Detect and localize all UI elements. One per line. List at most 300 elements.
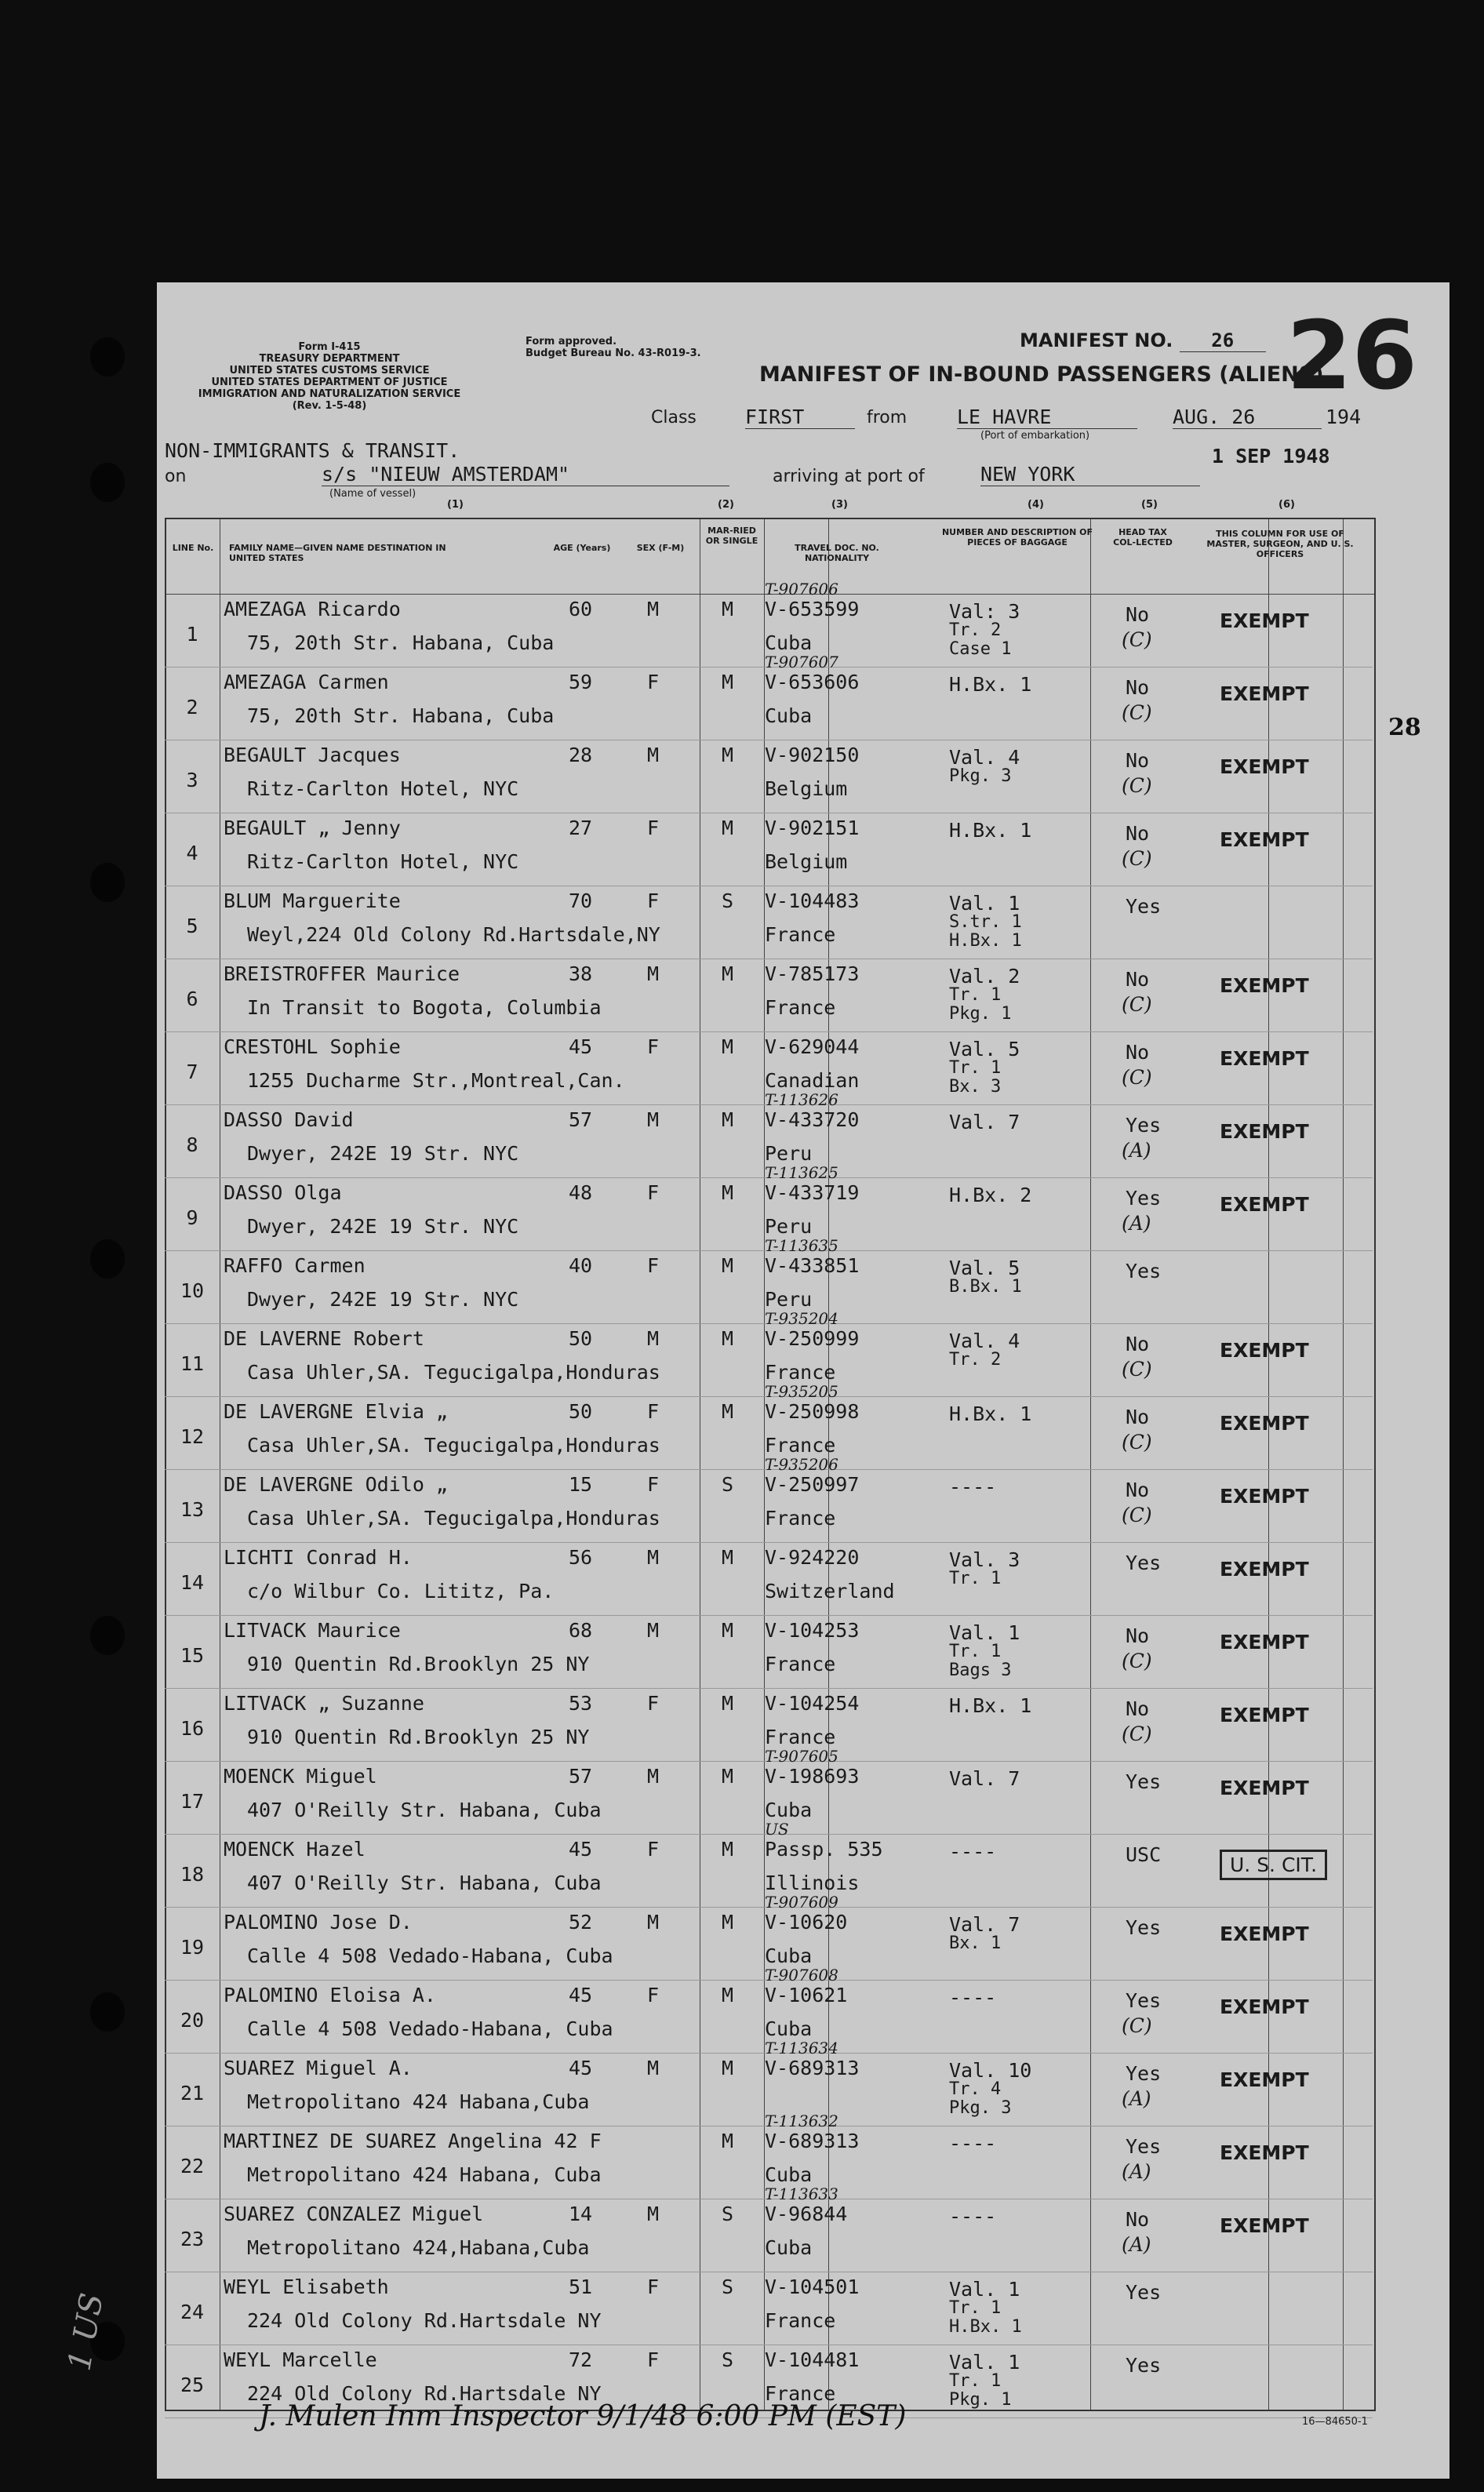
row-sex: M [647, 1108, 660, 1131]
row-passenger-name: BLUM Marguerite [224, 889, 401, 912]
row-marital-status: M [722, 1911, 734, 1934]
row-officer-note: EXEMPT [1220, 974, 1309, 997]
row-travel-doc-handwritten: T-113625 [765, 1163, 838, 1182]
row-age: 48 [569, 1181, 593, 1204]
row-passenger-name: DASSO David [224, 1108, 354, 1131]
row-baggage-3: Pkg. 1 [949, 2390, 1012, 2410]
table-row [0, 1309, 1309, 1396]
row-head-tax: No [1126, 676, 1150, 699]
table-row [0, 1893, 1309, 1980]
row-baggage-3: Pkg. 1 [949, 1004, 1012, 1024]
row-marital-status: M [722, 1984, 734, 2006]
row-head-tax-note: (A) [1122, 2087, 1151, 2110]
row-marital-status: M [722, 671, 734, 693]
arrival-port: NEW YORK [980, 463, 1200, 486]
row-destination: Metropolitano 424,Habana,Cuba [247, 2236, 590, 2259]
row-officer-note: EXEMPT [1220, 1558, 1309, 1581]
row-destination: Ritz-Carlton Hotel, NYC [247, 777, 519, 800]
col-sex: SEX (F-M) [636, 543, 685, 553]
row-travel-doc: V-96844 [765, 2203, 848, 2225]
arriving-label: arriving at port of [773, 467, 925, 486]
row-officer-note: EXEMPT [1220, 828, 1309, 851]
row-marital-status: M [722, 744, 734, 766]
row-head-tax: No [1126, 1041, 1150, 1064]
row-travel-doc: V-104254 [765, 1692, 860, 1715]
row-passenger-name: DE LAVERGNE Elvia „ [224, 1400, 448, 1423]
row-head-tax: No [1126, 1697, 1150, 1720]
row-officer-note: EXEMPT [1220, 1631, 1309, 1653]
row-line-number: 9 [186, 1206, 198, 1229]
row-head-tax-note: (C) [1122, 701, 1152, 724]
row-passenger-name: MOENCK Miguel [224, 1765, 377, 1788]
row-head-tax: Yes [1126, 1260, 1162, 1282]
row-travel-doc: V-785173 [765, 962, 860, 985]
row-travel-doc-handwritten: T-935205 [765, 1382, 838, 1401]
row-passenger-name: SUAREZ Miguel A. [224, 2057, 413, 2079]
row-travel-doc: Passp. 535 [765, 1838, 883, 1861]
row-travel-doc: V-924220 [765, 1546, 860, 1569]
row-travel-doc: V-250998 [765, 1400, 860, 1423]
row-head-tax: No [1126, 749, 1150, 772]
row-head-tax: No [1126, 2208, 1150, 2231]
row-baggage-2: Tr. 2 [949, 1350, 1002, 1370]
departure-date: AUG. 26 [1173, 406, 1322, 429]
row-head-tax-note: (C) [1122, 1066, 1152, 1089]
row-line-number: 11 [180, 1352, 205, 1375]
row-line-number: 1 [186, 623, 198, 646]
row-age: 50 [569, 1400, 593, 1423]
row-baggage-1: Val. 10 [949, 2059, 1032, 2082]
row-marital-status: S [722, 889, 734, 912]
row-marital-status: S [722, 2276, 734, 2298]
row-baggage-2: Tr. 1 [949, 1058, 1002, 1078]
manifest-number-label: MANIFEST NO. 26 [1020, 329, 1266, 352]
vessel-caption: (Name of vessel) [329, 488, 416, 500]
row-nationality: France [765, 2382, 836, 2405]
row-officer-note: EXEMPT [1220, 1047, 1309, 1070]
row-travel-doc: V-902150 [765, 744, 860, 766]
row-sex: F [647, 1838, 660, 1861]
row-baggage-1: Val. 7 [949, 1913, 1020, 1936]
row-nationality: Cuba [765, 2163, 813, 2186]
row-nationality: France [765, 1361, 836, 1384]
row-destination: 224 Old Colony Rd.Hartsdale NY [247, 2382, 602, 2405]
row-age: 57 [569, 1108, 593, 1131]
row-nationality: France [765, 2309, 836, 2332]
customs-service: UNITED STATES CUSTOMS SERVICE [229, 365, 430, 377]
row-travel-doc: V-250997 [765, 1473, 860, 1496]
side-number-28: 28 [1388, 714, 1421, 741]
row-line-number: 5 [186, 915, 198, 937]
row-age: 45 [569, 1838, 593, 1861]
on-label: on [165, 467, 187, 486]
row-marital-status: M [722, 2130, 734, 2152]
row-marital-status: M [722, 1108, 734, 1131]
row-travel-doc-handwritten: T-907607 [765, 653, 838, 671]
row-travel-doc: V-198693 [765, 1765, 860, 1788]
punch-hole [90, 337, 125, 377]
row-marital-status: M [722, 1619, 734, 1642]
row-passenger-name: DASSO Olga [224, 1181, 342, 1204]
row-baggage-1: Val. 5 [949, 1257, 1020, 1279]
row-line-number: 2 [186, 696, 198, 718]
row-nationality: Cuba [765, 2236, 813, 2259]
table-row [0, 653, 1309, 740]
row-age: 53 [569, 1692, 593, 1715]
row-line-number: 12 [180, 1425, 205, 1448]
embarkation-port: LE HAVRE [957, 406, 1137, 429]
row-travel-doc-handwritten: T-113632 [765, 2112, 838, 2130]
row-age: 15 [569, 1473, 593, 1496]
table-row [0, 1163, 1309, 1250]
row-head-tax: Yes [1126, 2062, 1162, 2085]
row-travel-doc-handwritten: T-113633 [765, 2185, 838, 2203]
row-head-tax-note: (C) [1122, 993, 1152, 1016]
row-officer-note: EXEMPT [1220, 682, 1309, 705]
row-head-tax: USC [1126, 1843, 1162, 1866]
table-row [0, 740, 1309, 813]
table-row [0, 2039, 1309, 2126]
row-line-number: 7 [186, 1060, 198, 1083]
row-travel-doc-handwritten: T-907608 [765, 1966, 838, 1985]
col-name: FAMILY NAME—GIVEN NAME DESTINATION IN UNITED STATES [229, 543, 446, 563]
row-travel-doc-handwritten: T-113634 [765, 2039, 838, 2057]
row-marital-status: M [722, 2057, 734, 2079]
row-sex: M [647, 1765, 660, 1788]
row-passenger-name: WEYL Elisabeth [224, 2276, 389, 2298]
row-baggage-2: Tr. 2 [949, 620, 1002, 640]
row-head-tax: No [1126, 968, 1150, 991]
row-age: 45 [569, 1035, 593, 1058]
row-head-tax: No [1126, 1333, 1150, 1355]
row-baggage-2: Tr. 4 [949, 2079, 1002, 2099]
row-head-tax-note: (A) [1122, 2160, 1151, 2183]
row-travel-doc: V-433720 [765, 1108, 860, 1131]
row-nationality: Cuba [765, 704, 813, 727]
table-row [0, 959, 1309, 1031]
row-baggage-1: ---- [949, 1840, 997, 1863]
row-marital-status: M [722, 1692, 734, 1715]
row-nationality: Belgium [765, 850, 848, 873]
row-baggage-3: Pkg. 3 [949, 2098, 1012, 2118]
row-officer-note: EXEMPT [1220, 1923, 1309, 1945]
row-marital-status: M [722, 1035, 734, 1058]
col-number-6: (6) [1278, 499, 1295, 511]
row-baggage-1: Val. 7 [949, 1767, 1020, 1790]
row-nationality: Cuba [765, 2017, 813, 2040]
row-destination: Dwyer, 242E 19 Str. NYC [247, 1142, 519, 1165]
row-officer-note: EXEMPT [1220, 1412, 1309, 1435]
row-nationality: France [765, 1653, 836, 1675]
row-sex: F [647, 1473, 660, 1496]
row-age: 51 [569, 2276, 593, 2298]
port-caption: (Port of embarkation) [980, 430, 1090, 442]
row-marital-status: M [722, 598, 734, 620]
row-baggage-1: ---- [949, 1986, 997, 2009]
row-travel-doc: V-10620 [765, 1911, 848, 1934]
row-destination: 224 Old Colony Rd.Hartsdale NY [247, 2309, 602, 2332]
row-baggage-1: Val. 7 [949, 1111, 1020, 1133]
row-travel-doc: V-433719 [765, 1181, 860, 1204]
manifest-big-number: 26 [1286, 302, 1417, 411]
row-destination: Metropolitano 424 Habana,Cuba [247, 2090, 590, 2113]
row-baggage-1: Val. 1 [949, 2278, 1020, 2301]
row-sex: M [647, 744, 660, 766]
row-baggage-1: H.Bx. 1 [949, 673, 1032, 696]
col-number-3: (3) [831, 499, 848, 511]
row-travel-doc: V-689313 [765, 2130, 860, 2152]
row-line-number: 3 [186, 769, 198, 791]
row-baggage-2: Tr. 1 [949, 985, 1002, 1005]
row-nationality: France [765, 923, 836, 946]
row-sex: M [647, 1619, 660, 1642]
row-travel-doc: V-104253 [765, 1619, 860, 1642]
row-passenger-name: SUAREZ CONZALEZ Miguel [224, 2203, 484, 2225]
class-value: FIRST [745, 406, 855, 429]
table-row [0, 1382, 1309, 1469]
row-line-number: 8 [186, 1133, 198, 1156]
vessel-name: s/s "NIEUW AMSTERDAM" [322, 463, 729, 486]
table-row [0, 886, 1208, 959]
row-age: 52 [569, 1911, 593, 1934]
row-head-tax: No [1126, 603, 1150, 626]
row-line-number: 22 [180, 2155, 205, 2177]
row-age: 70 [569, 889, 593, 912]
row-nationality: Illinois [765, 1872, 860, 1894]
row-head-tax: Yes [1126, 1187, 1162, 1210]
row-destination: Calle 4 508 Vedado-Habana, Cuba [247, 2017, 613, 2040]
from-label: from [867, 408, 907, 427]
row-sex: F [647, 1984, 660, 2006]
row-baggage-2: Pkg. 3 [949, 766, 1012, 786]
row-head-tax: Yes [1126, 1770, 1162, 1793]
row-head-tax: Yes [1126, 2135, 1162, 2158]
class-label: Class [651, 408, 697, 427]
row-passenger-name: LICHTI Conrad H. [224, 1546, 413, 1569]
table-row [0, 813, 1309, 886]
row-head-tax-note: (C) [1122, 1431, 1152, 1453]
row-baggage-3: Bx. 3 [949, 1077, 1002, 1097]
row-age: 40 [569, 1254, 593, 1277]
row-head-tax-note: (C) [1122, 1723, 1152, 1745]
passenger-category: NON-IMMIGRANTS & TRANSIT. [165, 439, 460, 462]
row-marital-status: S [722, 1473, 734, 1496]
col-number-1: (1) [447, 499, 464, 511]
col-number-4: (4) [1028, 499, 1044, 511]
row-passenger-name: DE LAVERGNE Odilo „ [224, 1473, 448, 1496]
row-age: 27 [569, 817, 593, 839]
row-age: 57 [569, 1765, 593, 1788]
row-line-number: 25 [180, 2374, 205, 2396]
row-marital-status: M [722, 1838, 734, 1861]
row-marital-status: S [722, 2348, 734, 2371]
row-head-tax: No [1126, 1406, 1150, 1428]
row-nationality: France [765, 1434, 836, 1457]
row-baggage-3: Case 1 [949, 639, 1012, 659]
row-age: 45 [569, 1984, 593, 2006]
row-officer-note: EXEMPT [1220, 1193, 1309, 1216]
row-head-tax-note: (C) [1122, 1358, 1152, 1381]
row-baggage-2: Bx. 1 [949, 1934, 1002, 1953]
row-baggage-1: ---- [949, 2132, 997, 2155]
row-head-tax: Yes [1126, 895, 1162, 918]
row-marital-status: M [722, 962, 734, 985]
row-officer-note: EXEMPT [1220, 2214, 1309, 2237]
table-row [0, 2112, 1309, 2199]
row-sex: M [647, 962, 660, 985]
row-travel-doc-handwritten: T-907605 [765, 1747, 838, 1766]
col-line: LINE No. [172, 543, 214, 553]
justice-department: UNITED STATES DEPARTMENT OF JUSTICE [211, 377, 448, 388]
table-row [0, 2272, 1208, 2345]
row-passenger-name: PALOMINO Jose D. [224, 1911, 413, 1934]
row-travel-doc-handwritten: T-907609 [765, 1893, 838, 1912]
row-officer-note: EXEMPT [1220, 1704, 1309, 1726]
row-destination: Dwyer, 242E 19 Str. NYC [247, 1288, 519, 1311]
row-nationality: Cuba [765, 1799, 813, 1821]
row-baggage-3: H.Bx. 1 [949, 2317, 1022, 2337]
row-head-tax-note: (C) [1122, 1650, 1152, 1672]
table-row [0, 1090, 1309, 1177]
row-passenger-name: WEYL Marcelle [224, 2348, 377, 2371]
row-line-number: 4 [186, 842, 198, 864]
table-row [0, 1966, 1309, 2053]
col-baggage: NUMBER AND DESCRIPTION OF PIECES OF BAGGAGE [941, 527, 1093, 548]
row-passenger-name: RAFFO Carmen [224, 1254, 366, 1277]
row-age: 72 [569, 2348, 593, 2371]
row-line-number: 19 [180, 1936, 205, 1959]
row-passenger-name: CRESTOHL Sophie [224, 1035, 401, 1058]
row-travel-doc-handwritten: T-907606 [765, 580, 838, 598]
row-marital-status: M [722, 1181, 734, 1204]
row-officer-note: EXEMPT [1220, 1777, 1309, 1799]
row-baggage-1: Val. 2 [949, 965, 1020, 988]
row-travel-doc: V-104501 [765, 2276, 860, 2298]
row-marital-status: M [722, 1765, 734, 1788]
table-row [0, 580, 1309, 667]
row-head-tax-note: (A) [1122, 1212, 1151, 1235]
row-destination: 910 Quentin Rd.Brooklyn 25 NY [247, 1653, 590, 1675]
row-passenger-name: AMEZAGA Carmen [224, 671, 389, 693]
row-officer-note: EXEMPT [1220, 2068, 1309, 2091]
row-destination: Weyl,224 Old Colony Rd.Hartsdale,NY [247, 923, 660, 946]
row-head-tax-note: (C) [1122, 774, 1152, 797]
row-nationality: France [765, 1507, 836, 1530]
row-nationality: Peru [765, 1288, 813, 1311]
row-age: 14 [569, 2203, 593, 2225]
row-baggage-1: H.Bx. 1 [949, 819, 1032, 842]
row-destination: 75, 20th Str. Habana, Cuba [247, 704, 555, 727]
row-destination: 407 O'Reilly Str. Habana, Cuba [247, 1799, 602, 1821]
row-passenger-name: LITVACK „ Suzanne [224, 1692, 424, 1715]
row-sex: F [647, 2276, 660, 2298]
table-row [0, 1455, 1309, 1542]
row-travel-doc: V-629044 [765, 1035, 860, 1058]
row-nationality: France [765, 996, 836, 1019]
row-nationality: Cuba [765, 1944, 813, 1967]
row-travel-doc: V-104481 [765, 2348, 860, 2371]
table-row [0, 1747, 1309, 1834]
row-line-number: 16 [180, 1717, 205, 1740]
row-passenger-name: BREISTROFFER Maurice [224, 962, 460, 985]
row-nationality: Canadian [765, 1069, 860, 1092]
row-passenger-name: PALOMINO Eloisa A. [224, 1984, 436, 2006]
row-age: 28 [569, 744, 593, 766]
row-line-number: 17 [180, 1790, 205, 1813]
row-destination: c/o Wilbur Co. Lititz, Pa. [247, 1580, 555, 1603]
row-baggage-1: ---- [949, 1475, 997, 1498]
row-baggage-1: ---- [949, 2205, 997, 2228]
row-travel-doc: V-689313 [765, 2057, 860, 2079]
row-baggage-2: Tr. 1 [949, 1569, 1002, 1588]
manifest-title: MANIFEST OF IN-BOUND PASSENGERS (ALIENS) [759, 362, 1324, 387]
table-row [0, 1236, 1208, 1323]
row-sex: F [647, 671, 660, 693]
row-age: 56 [569, 1546, 593, 1569]
row-sex: M [647, 1911, 660, 1934]
row-head-tax: Yes [1126, 2281, 1162, 2304]
row-destination: 407 O'Reilly Str. Habana, Cuba [247, 1872, 602, 1894]
row-destination: Calle 4 508 Vedado-Habana, Cuba [247, 1944, 613, 1967]
table-row [0, 1688, 1309, 1761]
row-head-tax-note: (C) [1122, 2014, 1152, 2037]
row-travel-doc-handwritten: T-935206 [765, 1455, 838, 1474]
row-travel-doc: V-250999 [765, 1327, 860, 1350]
row-travel-doc: V-653606 [765, 671, 860, 693]
row-head-tax: Yes [1126, 1114, 1162, 1137]
row-sex: F [647, 1254, 660, 1277]
row-line-number: 23 [180, 2228, 205, 2250]
col-age: AGE (Years) [553, 543, 611, 553]
row-officer-note: U. S. CIT. [1220, 1850, 1327, 1880]
row-head-tax: No [1126, 1624, 1150, 1647]
row-nationality: Cuba [765, 631, 813, 654]
row-sex: M [647, 2203, 660, 2225]
row-travel-doc-handwritten: US [765, 1820, 789, 1839]
row-passenger-name: MOENCK Hazel [224, 1838, 366, 1861]
row-travel-doc-handwritten: T-935204 [765, 1309, 838, 1328]
row-baggage-1: Val. 1 [949, 892, 1020, 915]
row-destination: Casa Uhler,SA. Tegucigalpa,Honduras [247, 1434, 660, 1457]
treasury-department: TREASURY DEPARTMENT [259, 353, 400, 365]
row-line-number: 18 [180, 1863, 205, 1886]
row-head-tax: No [1126, 822, 1150, 845]
row-baggage-2: Tr. 1 [949, 2371, 1002, 2391]
footer-code: 16—84650-1 [1302, 2416, 1368, 2428]
row-baggage-1: Val. 4 [949, 746, 1020, 769]
row-line-number: 15 [180, 1644, 205, 1667]
row-sex: F [647, 1692, 660, 1715]
row-baggage-2: B.Bx. 1 [949, 1277, 1022, 1297]
row-line-number: 10 [180, 1279, 205, 1302]
row-passenger-name: DE LAVERNE Robert [224, 1327, 424, 1350]
row-destination: 1255 Ducharme Str.,Montreal,Can. [247, 1069, 625, 1092]
margin-note: 1 US [61, 2290, 111, 2374]
row-officer-note: EXEMPT [1220, 1120, 1309, 1143]
row-age: 60 [569, 598, 593, 620]
row-marital-status: S [722, 2203, 734, 2225]
row-passenger-name: AMEZAGA Ricardo [224, 598, 401, 620]
row-head-tax: Yes [1126, 1989, 1162, 2012]
row-passenger-name: LITVACK Maurice [224, 1619, 401, 1642]
col-travel-doc: TRAVEL DOC. NO. NATIONALITY [795, 543, 879, 563]
row-marital-status: M [722, 1254, 734, 1277]
row-baggage-1: H.Bx. 1 [949, 1402, 1032, 1425]
row-age: 68 [569, 1619, 593, 1642]
row-travel-doc: V-653599 [765, 598, 860, 620]
row-nationality: Belgium [765, 777, 848, 800]
row-head-tax-note: (C) [1122, 847, 1152, 870]
